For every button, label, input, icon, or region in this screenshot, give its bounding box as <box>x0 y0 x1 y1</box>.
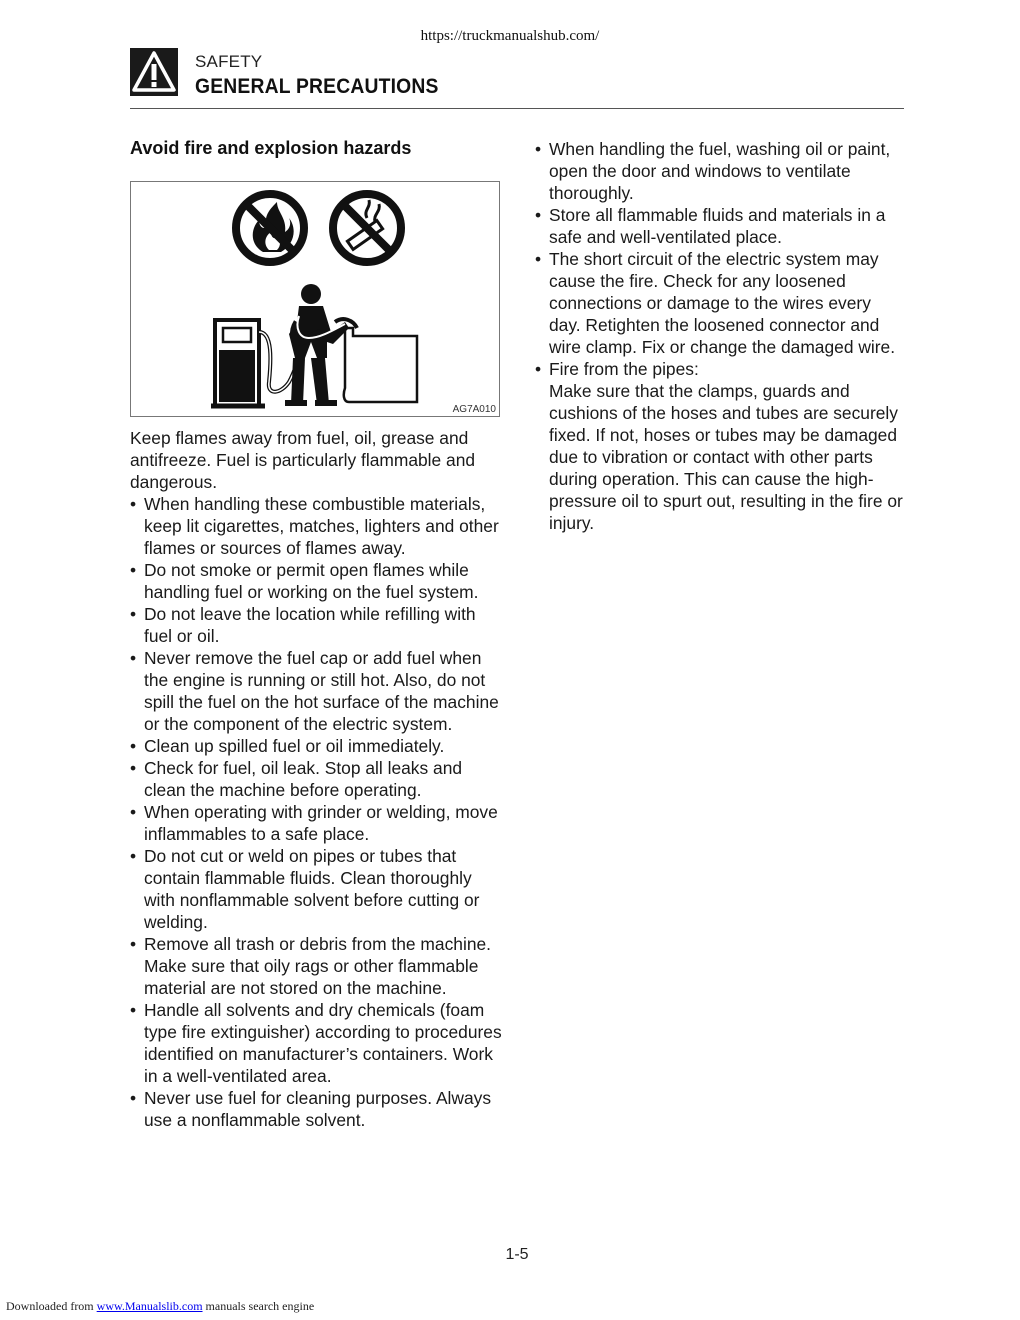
list-item: • When handling these combustible materials, keep lit cigarettes, matches, lighters and other flames or sources of flames away. <box>130 493 502 559</box>
fuel-tank-illustration <box>335 319 417 402</box>
list-item: • Check for fuel, oil leak. Stop all leaks and clean the machine before operating. <box>130 757 502 801</box>
footer-prefix: Downloaded from <box>6 1299 97 1313</box>
intro-paragraph: Keep flames away from fuel, oil, grease and antifreeze. Fuel is particularly flammable and dangerous. <box>130 428 476 492</box>
list-item: • Never use fuel for cleaning purposes. Always use a nonflammable solvent. <box>130 1087 502 1131</box>
pipes-body: Make sure that the clamps, guards and cushions of the hoses and tubes are securely fixed. If not, hoses or tubes may be damaged due to vibration or contact with other parts during operation. This can cause the high-pressure oil to spurt out, resulting in the fire or injury. <box>549 381 903 533</box>
list-item-pipes <box>535 358 907 534</box>
list-item: • Remove all trash or debris from the machine. Make sure that oily rags or other flammable material are not stored on the machine. <box>130 933 502 999</box>
pipes-title: • Fire from the pipes: <box>549 359 699 379</box>
list-item: • Do not leave the location while refilling with fuel or oil. <box>130 603 502 647</box>
list-item: • The short circuit of the electric system may cause the fire. Check for any loosened connections or damage to the wires every day. Retighten the loosened connector and wire clamp. Fix or change the damaged wire. <box>535 248 907 358</box>
footer-suffix: manuals search engine <box>202 1299 315 1313</box>
no-smoking-icon <box>333 194 401 262</box>
list-item: • When handling the fuel, washing oil or paint, open the door and windows to ventilate thoroughly. <box>535 138 907 204</box>
no-open-flame-icon <box>236 194 304 262</box>
page-title: GENERAL PRECAUTIONS <box>195 75 439 98</box>
page-number: 1-5 <box>505 1246 529 1263</box>
list-item: • Clean up spilled fuel or oil immediately. <box>130 735 502 757</box>
list-item: • When operating with grinder or welding, move inflammables to a safe place. <box>130 801 502 845</box>
page-header <box>130 48 904 109</box>
download-footer <box>6 1299 314 1314</box>
safety-figure <box>130 181 500 417</box>
manualslib-link[interactable]: www.Manualslib.com <box>96 1299 203 1313</box>
list-item: • Never remove the fuel cap or add fuel when the engine is running or still hot. Also, do not spill the fuel on the hot surface of the machine or the component of the electric system. <box>130 647 502 735</box>
right-column <box>535 138 907 534</box>
list-item: • Do not smoke or permit open flames while handling fuel or working on the fuel system. <box>130 559 502 603</box>
left-bullet-list <box>130 493 502 1131</box>
section-heading: Avoid fire and explosion hazards <box>130 138 412 158</box>
list-item: • Do not cut or weld on pipes or tubes that contain flammable fluids. Clean thoroughly with nonflammable solvent before cutting or welding. <box>130 845 502 933</box>
warning-triangle-icon <box>130 48 178 96</box>
section-label: SAFETY <box>195 52 263 71</box>
refueling-person-illustration <box>285 284 349 406</box>
list-item: • Handle all solvents and dry chemicals (foam type fire extinguisher) according to procedures identified on manufacturer’s containers. Work in a well-ventilated area. <box>130 999 502 1087</box>
right-bullet-list <box>535 138 907 534</box>
left-column <box>130 138 502 1131</box>
source-url: https://truckmanualshub.com/ <box>420 28 600 44</box>
figure-code: AG7A010 <box>452 404 496 415</box>
list-item: • Store all flammable fluids and materials in a safe and well-ventilated place. <box>535 204 907 248</box>
